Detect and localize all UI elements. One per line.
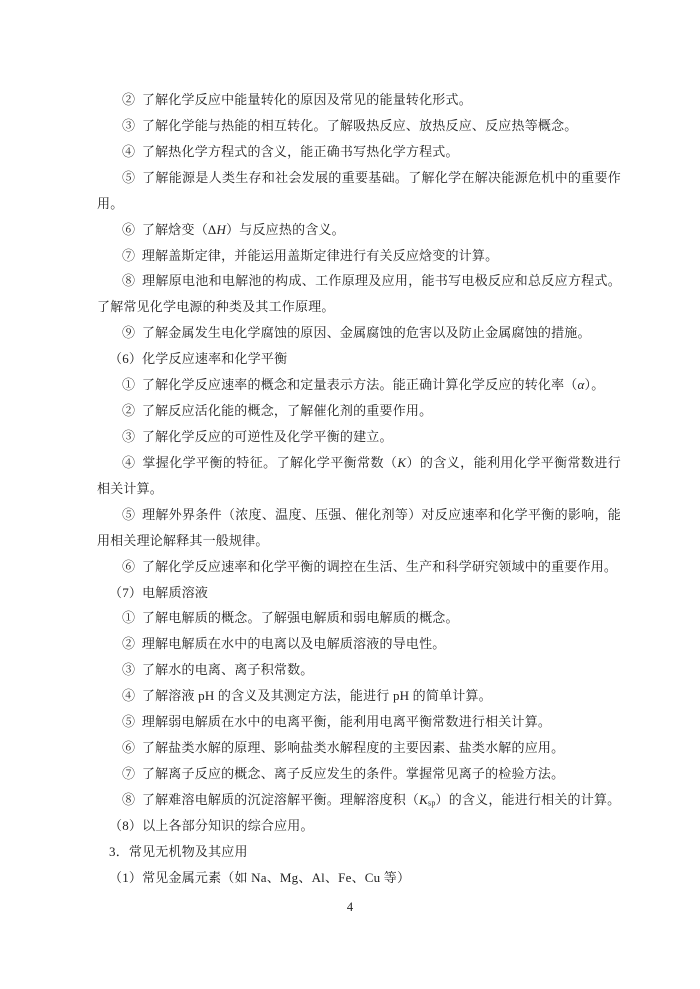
text-segment: 3．常见无机物及其应用 [109,843,248,859]
text-segment: （1）常见金属元素（如 Na、Mg、Al、Fe、Cu 等） [109,869,411,885]
continuation-line [97,528,621,554]
text-segment: ④ 掌握化学平衡的特征。了解化学平衡常数（ [122,454,398,470]
syllabus-item-line [97,605,621,631]
text-segment: ① 了解电解质的概念。了解强电解质和弱电解质的概念。 [122,610,459,626]
text-segment: （8）以上各部分知识的综合应用。 [109,817,314,833]
text-segment: K [419,791,428,807]
syllabus-item-line [97,87,621,113]
text-segment: ⑥ 了解焓变（Δ [122,221,217,237]
syllabus-item-line [97,139,621,165]
text-segment: （7）电解质溶液 [109,584,209,600]
section-heading-line [97,839,621,865]
section-heading-line [97,865,621,891]
text-segment: ⑤ 理解弱电解质在水中的电离平衡，能利用电离平衡常数进行相关计算。 [122,714,552,730]
syllabus-item-line [97,217,621,243]
section-heading-line [97,580,621,606]
syllabus-item-line [97,554,621,580]
syllabus-item-line [97,398,621,424]
text-segment: ⑤ 理解外界条件（浓度、温度、压强、催化剂等）对反应速率和化学平衡的影响，能 [122,506,621,522]
text-segment: α [577,377,585,393]
text-segment: ④ 了解热化学方程式的含义，能正确书写热化学方程式。 [122,143,459,159]
text-segment: ⑥ 了解盐类水解的原理、影响盐类水解程度的主要因素、盐类水解的应用。 [122,740,565,756]
text-segment: H [216,221,227,237]
text-segment: ⑤ 了解能源是人类生存和社会发展的重要基础。了解化学在解决能源危机中的重要作 [122,169,621,185]
text-segment: ⑨ 了解金属发生电化学腐蚀的原因、金属腐蚀的危害以及防止金属腐蚀的措施。 [122,325,591,341]
syllabus-item-line [97,424,621,450]
syllabus-item-line [97,787,621,813]
text-segment: ② 了解反应活化能的概念，了解催化剂的重要作用。 [122,403,433,419]
text-segment: ）的含义，能进行相关的计算。 [435,791,621,807]
section-heading-line [97,813,621,839]
text-segment: 了解常见化学电源的种类及其工作原理。 [97,299,335,315]
syllabus-item-line [97,709,621,735]
text-segment: ② 了解化学反应中能量转化的原因及常见的能量转化形式。 [122,92,472,107]
syllabus-item-line [97,113,621,139]
syllabus-item-line [97,683,621,709]
syllabus-item-line [97,320,621,346]
text-segment: 用。 [97,195,124,211]
syllabus-item-line [97,372,621,398]
text-segment: ② 理解电解质在水中的电离以及电解质溶液的导电性。 [122,636,446,652]
text-segment: ⑦ 理解盖斯定律，并能运用盖斯定律进行有关反应焓变的计算。 [122,247,499,263]
syllabus-item-line [97,657,621,683]
text-segment: ⑧ 理解原电池和电解池的构成、工作原理及应用，能书写电极反应和总反应方程式。 [122,273,621,289]
document-body [97,87,621,891]
text-segment: ③ 了解化学能与热能的相互转化。了解吸热反应、放热反应、反应热等概念。 [122,117,578,133]
text-segment: ）与反应热的含义。 [226,221,345,237]
text-segment: ③ 了解水的电离、离子积常数。 [122,662,314,678]
page-number: 4 [346,900,354,914]
text-segment: ⑥ 了解化学反应速率和化学平衡的调控在生活、生产和科学研究领域中的重要作用。 [122,558,618,574]
text-segment: ）的含义，能利用化学平衡常数进行 [406,454,621,470]
text-segment: ⑦ 了解离子反应的概念、离子反应发生的条件。掌握常见离子的检验方法。 [122,765,565,781]
syllabus-item-line [97,502,621,528]
section-heading-line [97,346,621,372]
text-segment: ① 了解化学反应速率的概念和定量表示方法。能正确计算化学反应的转化率（ [122,377,578,393]
text-segment: （6）化学反应速率和化学平衡 [109,351,288,367]
text-segment: sp [427,798,436,808]
text-segment: K [397,454,407,470]
text-segment: ）。 [584,377,605,393]
text-segment: 相关计算。 [97,480,164,496]
continuation-line [97,476,621,502]
syllabus-item-line [97,450,621,476]
continuation-line [97,294,621,320]
syllabus-item-line [97,631,621,657]
syllabus-item-line [97,268,621,294]
syllabus-item-line [97,735,621,761]
syllabus-item-line [97,165,621,191]
syllabus-item-line [97,761,621,787]
syllabus-item-line [97,243,621,269]
text-segment: ⑧ 了解难溶电解质的沉淀溶解平衡。理解溶度积（ [122,791,420,807]
text-segment: ④ 了解溶液 pH 的含义及其测定方法，能进行 pH 的简单计算。 [122,688,492,704]
text-segment: ③ 了解化学反应的可逆性及化学平衡的建立。 [122,428,393,444]
text-segment: 用相关理论解释其一般规律。 [97,532,269,548]
continuation-line [97,191,621,217]
